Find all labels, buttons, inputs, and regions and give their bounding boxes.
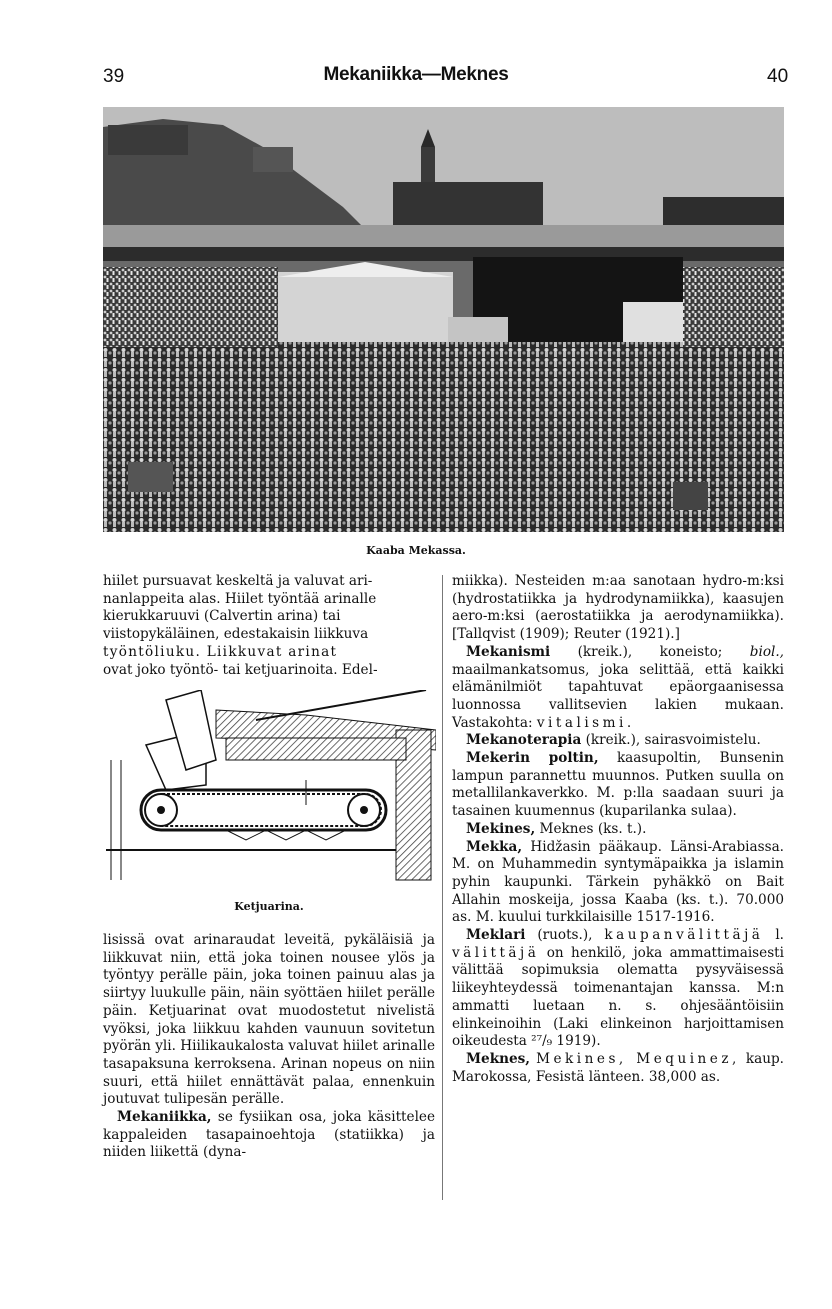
headword: Mekaniikka, — [117, 1109, 212, 1126]
column-divider — [442, 575, 443, 1200]
kaaba-photograph — [103, 107, 784, 532]
running-head: Mekaniikka—Meknes — [323, 64, 509, 85]
diagram-caption: Ketjuarina. — [234, 900, 304, 913]
paragraph: miikka). Nesteiden m:aa sanotaan hydro-m:ksi (hydrostatiikka ja hydrodynamiikka), kaasujen aero-m:ksi (aerostatiikka ja aerodynamiikka). [Tallqvist (1909); Reuter (1921).] — [452, 573, 784, 643]
entry-mekanoterapia — [452, 732, 784, 750]
entry-mekerin-poltin — [452, 750, 784, 821]
entry-spaced: välittäjä — [452, 944, 540, 961]
entry-text: . — [626, 714, 632, 731]
entry-mekanismi — [452, 644, 784, 733]
headword: Mekanoterapia — [466, 732, 582, 749]
entry-spaced: kaupanvälittäjä — [604, 927, 764, 944]
headword: Mekines, — [466, 820, 536, 837]
page-number-left: 39 — [103, 66, 125, 87]
paragraph: lisissä ovat arinaraudat leveitä, pykäläisiä ja liikkuvat niin, että joka toinen nousee ylös ja työntyy perälle päin, joka toinen painuu alas ja siirtyy luukulle päin, näin syöttäen hiilet perälle päin. Ketjuarinat ovat muodostetut nivelistä vyöksi, joka liikkuu kahden vaunuun sovitetun pyörän yli. Hiilikaukalosta valuvat hiilet arinalle tasapaksuna kerroksena. Arinan nopeus on niin suuri, että hiilet ennättävät palaa, ennenkuin joutuvat tulipesän perälle. — [103, 932, 435, 1108]
headword: Meknes, — [466, 1050, 531, 1067]
entry-text: (kreik.), sairasvoimistelu. — [585, 732, 761, 749]
text-line: nanlappeita alas. Hiilet työntää arinalle — [103, 590, 377, 607]
entry-mekines — [452, 821, 784, 839]
headword: Mekerin poltin, — [466, 750, 599, 767]
headword: Meklari — [466, 927, 526, 944]
entry-text: Meknes (ks. t.). — [539, 820, 647, 837]
entry-meklari — [452, 927, 784, 1051]
entry-text: (kreik.), koneisto; — [577, 643, 723, 660]
left-column-top — [103, 573, 435, 679]
photo-caption: Kaaba Mekassa. — [366, 544, 466, 557]
entry-text: l. — [775, 927, 784, 944]
entry-meknes — [452, 1051, 784, 1086]
page-number-right: 40 — [767, 66, 789, 87]
entry-text: se fysiikan osa, joka käsittelee kappaleiden tasapainoehtoja (statiikka) ja niiden liikettä (dyna- — [103, 1109, 436, 1161]
entry-mekka — [452, 839, 784, 928]
text-line: hiilet pursuavat keskeltä ja valuvat ari- — [103, 573, 373, 589]
entry-text: kaup. Marokossa, Fesistä länteen. 38,000 as. — [452, 1050, 784, 1085]
left-column-bottom — [103, 932, 435, 1162]
entry-mekaniikka — [103, 1109, 435, 1162]
text-line: työntöliuku. Liikkuvat arinat — [103, 643, 338, 660]
entry-italic: biol., — [749, 643, 784, 660]
headword: Mekka, — [466, 838, 523, 855]
chain-grate-diagram — [106, 690, 436, 890]
entry-text: (ruots.), — [537, 927, 593, 944]
text-line: viistopykäläinen, edestakaisin liikkuva — [103, 626, 369, 643]
right-column — [452, 573, 784, 1086]
entry-text: kaasupoltin, Bunsenin lampun parannettu muunnos. Putken suulla on metallilankaverkko. M. p:lla saadaan suuri ja tasainen kuumennus (kuparilanka sulaa). — [452, 750, 784, 820]
text-line: kierukkaruuvi (Calvertin arina) tai — [103, 608, 341, 625]
entry-spaced: Mekines, Mequinez, — [536, 1050, 740, 1067]
entry-text: Hidžasin pääkaup. Länsi-Arabiassa. M. on Muhammedin syntymäpaikka ja islamin pyhin kaupunki. Tärkein pyhäkkö on Bait Allahin moskeija, jossa Kaaba (ks. t.). 70.000 as. M. kuului turkkilaisille 1517-1916. — [452, 838, 784, 926]
text-line: ovat joko työntö- tai ketjuarinoita. Edel- — [103, 661, 378, 678]
entry-spaced: vitalismi — [536, 714, 627, 731]
headword: Mekanismi — [466, 643, 551, 660]
entry-text: on henkilö, joka ammattimaisesti välittää sopimuksia olematta pysyväisessä liikeyhteydessä toimenantajan kanssa. M:n ammatti luetaan n. s. ohjesääntöisiin elinkeinoihin (Laki elinkeinon harjoittamisen oikeudesta ²⁷/₉ 1919). — [452, 944, 784, 1050]
entry-text: maailmankatsomus, joka selittää, että kaikki elämänilmiöt tapahtuvat epäorgaanisessa luonnossa vallitsevien lakien mukaan. Vastakohta: — [452, 661, 784, 731]
